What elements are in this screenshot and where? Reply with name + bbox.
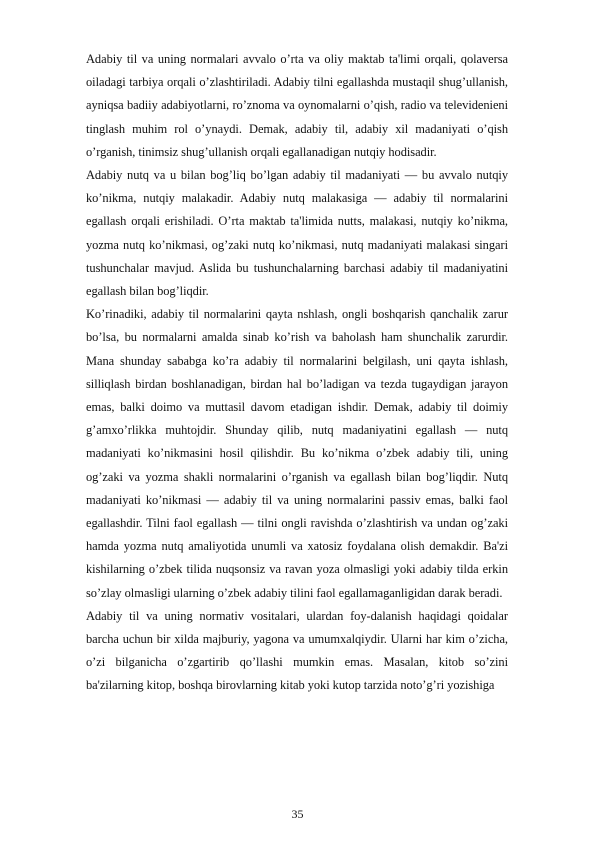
page-number: 35 bbox=[291, 807, 304, 821]
paragraph-1: Adabiy til va uning normalari avvalo o’rta va oliy maktab ta'limi orqali, qolaversa oiladagi tarbiya orqali o’zlashtiriladi. Adabiy tilni egallashda mustaqil shug’ullanish, ayniqsa badiiy adabiyotlarni, ro’znoma va oynomalarni o’qish, radio va televidenieni tinglash muhim rol o’ynaydi. Demak, adabiy til, adabiy xil madaniyati o’qish o’rganish, tinimsiz shug’ullanish orqali egallanadigan nutqiy hodisadir. bbox=[86, 52, 508, 159]
document-page bbox=[86, 48, 508, 698]
paragraph-2: Adabiy nutq va u bilan bog’liq bo’lgan adabiy til madaniyati — bu avvalo nutqiy ko’nikma, nutqiy malakadir. Adabiy nutq malakasiga — adabiy til normalarini egallash orqali erishiladi. O’rta maktab ta'limida nutts, malakasi, nutqiy ko’nikma, yozma nutq ko’nikmasi, og’zaki nutq ko’nikmasi, nutq madaniyati malakasi singari tushunchalar mavjud. Aslida bu tushunchalarning barchasi adabiy til madaniyatini egallash bilan bog’liqdir. bbox=[86, 168, 508, 299]
paragraph-3: Ko’rinadiki, adabiy til normalarini qayta nshlash, ongli boshqarish qanchalik zarur bo’lsa, bu normalarni amalda sinab ko’rish va baholash ham shunchalik zarurdir. Mana shunday sababga ko’ra adabiy til normalarini belgilash, uni qayta ishlash, silliqlash birdan boshlanadigan, birdan hal bo’ladigan va tezda tugaydigan jarayon emas, balki doimo va muttasil davom etadigan ishdir. Demak, adabiy til doimiy g’amxo’rlikka muhtojdir. Shunday qilib, nutq madaniyatini egallash — nutq madaniyati ko’nikmasini hosil qilishdir. Bu ko’nikma o’zbek adabiy tili, uning og’zaki va yozma shakli normalarini o’rganish va egallash bilan bog’liqdir. Nutq madaniyati ko’nikmasi — adabiy til va uning normalarini passiv emas, balki faol egallashdir. Tilni faol egallash — tilni ongli ravishda o’zlashtirish va undan og’zaki hamda yozma nutq amaliyotida unumli va xatosiz foydalana olish demakdir. Ba'zi kishilarning o’zbek tilida nuqsonsiz va ravan yoza olmasligi yoki adabiy tilda erkin so’zlay olmasligi ularning o’zbek adabiy tilini faol egallamaganligidan darak beradi. bbox=[86, 307, 508, 600]
paragraph-4: Adabiy til va uning normativ vositalari, ulardan foy-dalanish haqidagi qoidalar barcha uchun bir xilda majburiy, yagona va umumxalqiydir. Ularni har kim o’zicha, o’zi bilganicha o’zgartirib qo’llashi mumkin emas. Masalan, kitob so’zini ba'zilarning kitop, boshqa birovlarning kitab yoki kutop tarzida noto’g’ri yozishiga bbox=[86, 608, 508, 693]
